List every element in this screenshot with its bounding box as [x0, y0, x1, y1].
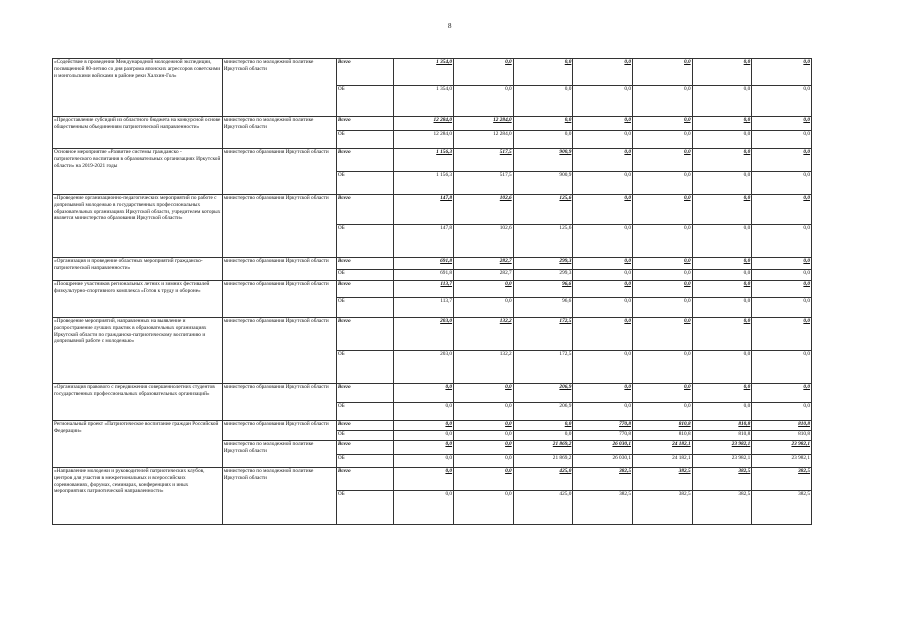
total-value-cell: 0,0: [394, 441, 454, 455]
executor-cell: министерство образования Иркутской области: [222, 384, 336, 421]
ob-value-cell: 23 982,1: [752, 455, 812, 468]
activity-name-cell: «Организация правового с передвижения совершеннолетних студентов государственных профессиональных образовательных организаций»: [53, 384, 223, 421]
executor-cell: министерство образования Иркутской области: [222, 258, 336, 281]
total-value-cell: 147,8: [394, 195, 454, 225]
source-ob-label: ОБ: [336, 403, 394, 421]
ob-value-cell: 0,0: [513, 431, 573, 441]
ob-value-cell: 382,5: [632, 491, 692, 525]
ob-value-cell: 0,0: [752, 225, 812, 258]
table-row: [53, 59, 812, 86]
ob-value-cell: 21 869,2: [513, 455, 573, 468]
total-value-cell: 0,0: [692, 258, 752, 270]
ob-value-cell: 0,0: [632, 86, 692, 117]
budget-table-body: [53, 59, 812, 525]
source-total-label: Всего: [336, 281, 394, 298]
total-value-cell: 21 869,2: [513, 441, 573, 455]
ob-value-cell: 0,0: [573, 131, 633, 149]
total-value-cell: 0,0: [692, 195, 752, 225]
ob-value-cell: 0,0: [454, 298, 514, 318]
total-value-cell: 0,0: [573, 384, 633, 403]
ob-value-cell: 0,0: [573, 172, 633, 195]
executor-cell: министерство образования Иркутской области: [222, 318, 336, 384]
total-value-cell: 299,3: [513, 258, 573, 270]
ob-value-cell: 0,0: [752, 351, 812, 384]
total-value-cell: 0,0: [692, 281, 752, 298]
total-value-cell: 0,0: [573, 117, 633, 131]
executor-cell: министерство по молодежной политике Иркутской области: [222, 117, 336, 149]
table-row: [53, 195, 812, 225]
ob-value-cell: 0,0: [752, 298, 812, 318]
total-value-cell: 0,0: [692, 117, 752, 131]
source-total-label: Всего: [336, 195, 394, 225]
total-value-cell: 23 982,1: [752, 441, 812, 455]
total-value-cell: 203,0: [394, 318, 454, 351]
ob-value-cell: 0,0: [573, 86, 633, 117]
executor-cell: министерство по молодежной политике Иркутской области: [222, 468, 336, 525]
ob-value-cell: 0,0: [632, 131, 692, 149]
total-value-cell: 0,0: [632, 281, 692, 298]
table-row: [53, 258, 812, 270]
table-row: [53, 384, 812, 403]
ob-value-cell: 0,0: [632, 270, 692, 281]
ob-value-cell: 203,0: [394, 351, 454, 384]
source-ob-label: ОБ: [336, 298, 394, 318]
total-value-cell: 132,2: [454, 318, 514, 351]
ob-value-cell: 172,5: [513, 351, 573, 384]
total-value-cell: 0,0: [752, 384, 812, 403]
executor-cell: министерство образования Иркутской области: [222, 281, 336, 318]
source-ob-label: ОБ: [336, 270, 394, 281]
total-value-cell: 1 156,3: [394, 149, 454, 172]
activity-name-cell: «Направление молодежи и руководителей патриотических клубов, центров для участия в межрегиональных и всероссийских соревнованиях, форумах, семинарах, конференциях и иных мероприятиях патриотической направленности»: [53, 468, 223, 525]
source-ob-label: ОБ: [336, 491, 394, 525]
ob-value-cell: 0,0: [394, 455, 454, 468]
ob-value-cell: 26 030,1: [573, 455, 633, 468]
ob-value-cell: 425,0: [513, 491, 573, 525]
total-value-cell: 691,8: [394, 258, 454, 270]
total-value-cell: 0,0: [454, 59, 514, 86]
ob-value-cell: 382,5: [692, 491, 752, 525]
total-value-cell: 0,0: [692, 59, 752, 86]
total-value-cell: 0,0: [573, 258, 633, 270]
ob-value-cell: 12 284,0: [394, 131, 454, 149]
ob-value-cell: 0,0: [573, 403, 633, 421]
total-value-cell: 1 354,0: [394, 59, 454, 86]
ob-value-cell: 810,8: [632, 431, 692, 441]
total-value-cell: 282,7: [454, 258, 514, 270]
table-row: [53, 117, 812, 131]
executor-cell: министерство образования Иркутской области: [222, 421, 336, 441]
source-total-label: Всего: [336, 117, 394, 131]
total-value-cell: 0,0: [573, 195, 633, 225]
executor-cell: министерство по молодежной политике Иркутской области: [222, 441, 336, 468]
total-value-cell: 12 284,0: [394, 117, 454, 131]
ob-value-cell: 0,0: [752, 270, 812, 281]
activity-name-cell: Региональный проект «Патриотическое воспитание граждан Российской Федерации»: [53, 421, 223, 468]
total-value-cell: 382,5: [632, 468, 692, 491]
ob-value-cell: 0,0: [752, 403, 812, 421]
total-value-cell: 102,6: [454, 195, 514, 225]
ob-value-cell: 0,0: [454, 403, 514, 421]
total-value-cell: 0,0: [632, 384, 692, 403]
source-ob-label: ОБ: [336, 455, 394, 468]
total-value-cell: 125,6: [513, 195, 573, 225]
executor-cell: министерство по молодежной политике Иркутской области: [222, 59, 336, 117]
ob-value-cell: 1 354,0: [394, 86, 454, 117]
activity-name-cell: «Поощрение участников региональных летних и зимних фестивалей физкультурно-спортивного комплекса «Готов к труду и обороне»: [53, 281, 223, 318]
ob-value-cell: 147,8: [394, 225, 454, 258]
ob-value-cell: 0,0: [632, 403, 692, 421]
total-value-cell: 0,0: [632, 59, 692, 86]
ob-value-cell: 0,0: [454, 455, 514, 468]
total-value-cell: 0,0: [692, 149, 752, 172]
ob-value-cell: 900,9: [513, 172, 573, 195]
source-total-label: Всего: [336, 149, 394, 172]
ob-value-cell: 0,0: [573, 298, 633, 318]
total-value-cell: 425,0: [513, 468, 573, 491]
activity-name-cell: «Проведение организационно-педагогических мероприятий по работе с допризывной молодежью в государственных профессиональных образовательных организациях Иркутской области, учредителем которых является министерство образования Иркутской области»: [53, 195, 223, 258]
total-value-cell: 0,0: [632, 318, 692, 351]
total-value-cell: 0,0: [752, 149, 812, 172]
ob-value-cell: 517,5: [454, 172, 514, 195]
activity-name-cell: «Организация и проведение областных мероприятий гражданско-патриотической направленности»: [53, 258, 223, 281]
ob-value-cell: 0,0: [454, 431, 514, 441]
total-value-cell: 810,8: [692, 421, 752, 431]
total-value-cell: 12 284,0: [454, 117, 514, 131]
total-value-cell: 382,5: [573, 468, 633, 491]
total-value-cell: 0,0: [752, 195, 812, 225]
ob-value-cell: 0,0: [692, 298, 752, 318]
page-number: 8: [448, 22, 452, 30]
total-value-cell: 0,0: [454, 281, 514, 298]
source-total-label: Всего: [336, 441, 394, 455]
total-value-cell: 0,0: [632, 195, 692, 225]
total-value-cell: 24 182,1: [632, 441, 692, 455]
ob-value-cell: 0,0: [692, 225, 752, 258]
ob-value-cell: 1 156,3: [394, 172, 454, 195]
total-value-cell: 517,5: [454, 149, 514, 172]
activity-name-cell: Основное мероприятие «Развитие системы гражданско - патриотического воспитания в образовательных организациях Иркутской области» на 2019-2021 годы: [53, 149, 223, 195]
ob-value-cell: 0,0: [752, 172, 812, 195]
total-value-cell: 0,0: [692, 318, 752, 351]
total-value-cell: 810,8: [632, 421, 692, 431]
source-total-label: Всего: [336, 468, 394, 491]
total-value-cell: 382,5: [752, 468, 812, 491]
total-value-cell: 0,0: [752, 281, 812, 298]
total-value-cell: 0,0: [632, 117, 692, 131]
total-value-cell: 0,0: [573, 59, 633, 86]
ob-value-cell: 0,0: [632, 298, 692, 318]
ob-value-cell: 0,0: [394, 431, 454, 441]
ob-value-cell: 770,8: [573, 431, 633, 441]
total-value-cell: 0,0: [752, 318, 812, 351]
total-value-cell: 96,6: [513, 281, 573, 298]
ob-value-cell: 0,0: [513, 131, 573, 149]
total-value-cell: 206,9: [513, 384, 573, 403]
total-value-cell: 0,0: [752, 59, 812, 86]
total-value-cell: 0,0: [632, 258, 692, 270]
total-value-cell: 0,0: [394, 384, 454, 403]
total-value-cell: 0,0: [573, 281, 633, 298]
ob-value-cell: 0,0: [752, 86, 812, 117]
total-value-cell: 0,0: [752, 258, 812, 270]
ob-value-cell: 382,5: [752, 491, 812, 525]
budget-table: [52, 58, 812, 525]
ob-value-cell: 0,0: [692, 270, 752, 281]
total-value-cell: 0,0: [454, 441, 514, 455]
source-total-label: Всего: [336, 421, 394, 431]
ob-value-cell: 0,0: [573, 225, 633, 258]
activity-name-cell: «Предоставление субсидий из областного бюджета на конкурсной основе общественным объединениям патриотической направленности»: [53, 117, 223, 149]
executor-cell: министерство образования Иркутской области: [222, 195, 336, 258]
ob-value-cell: 206,9: [513, 403, 573, 421]
source-ob-label: ОБ: [336, 172, 394, 195]
total-value-cell: 0,0: [394, 468, 454, 491]
source-ob-label: ОБ: [336, 351, 394, 384]
source-ob-label: ОБ: [336, 86, 394, 117]
ob-value-cell: 0,0: [692, 403, 752, 421]
ob-value-cell: 810,8: [752, 431, 812, 441]
ob-value-cell: 0,0: [692, 131, 752, 149]
total-value-cell: 0,0: [394, 421, 454, 431]
total-value-cell: 0,0: [632, 149, 692, 172]
ob-value-cell: 0,0: [632, 351, 692, 384]
ob-value-cell: 0,0: [632, 172, 692, 195]
total-value-cell: 0,0: [454, 421, 514, 431]
source-ob-label: ОБ: [336, 225, 394, 258]
ob-value-cell: 0,0: [692, 351, 752, 384]
activity-name-cell: «Проведение мероприятий, направленных на выявление и распространение лучших практик в образовательных организациях Иркутской области по гражданско-патриотическому воспитанию и допризывной работе с молодежью»: [53, 318, 223, 384]
table-row: [53, 281, 812, 298]
ob-value-cell: 691,8: [394, 270, 454, 281]
ob-value-cell: 0,0: [454, 491, 514, 525]
ob-value-cell: 0,0: [454, 86, 514, 117]
total-value-cell: 0,0: [692, 384, 752, 403]
total-value-cell: 810,8: [752, 421, 812, 431]
total-value-cell: 0,0: [513, 59, 573, 86]
ob-value-cell: 125,6: [513, 225, 573, 258]
total-value-cell: 26 030,1: [573, 441, 633, 455]
total-value-cell: 0,0: [454, 468, 514, 491]
total-value-cell: 0,0: [513, 117, 573, 131]
ob-value-cell: 0,0: [692, 86, 752, 117]
total-value-cell: 172,5: [513, 318, 573, 351]
ob-value-cell: 24 182,1: [632, 455, 692, 468]
ob-value-cell: 0,0: [573, 351, 633, 384]
source-ob-label: ОБ: [336, 131, 394, 149]
source-total-label: Всего: [336, 59, 394, 86]
total-value-cell: 113,7: [394, 281, 454, 298]
total-value-cell: 0,0: [573, 318, 633, 351]
ob-value-cell: 0,0: [513, 86, 573, 117]
source-total-label: Всего: [336, 258, 394, 270]
table-row: [53, 149, 812, 172]
ob-value-cell: 113,7: [394, 298, 454, 318]
total-value-cell: 0,0: [752, 117, 812, 131]
ob-value-cell: 0,0: [394, 403, 454, 421]
ob-value-cell: 12 284,0: [454, 131, 514, 149]
table-row: [53, 421, 812, 431]
total-value-cell: 900,9: [513, 149, 573, 172]
table-row: [53, 468, 812, 491]
source-total-label: Всего: [336, 318, 394, 351]
ob-value-cell: 382,5: [573, 491, 633, 525]
total-value-cell: 0,0: [573, 149, 633, 172]
ob-value-cell: 102,6: [454, 225, 514, 258]
activity-name-cell: «Содействие в проведении Международной молодежной экспедиции, посвященной 80-летию со дня разгрома японских агрессоров советскими и монгольскими войсками в районе реки Халхин-Гол»: [53, 59, 223, 117]
ob-value-cell: 0,0: [394, 491, 454, 525]
source-ob-label: ОБ: [336, 431, 394, 441]
total-value-cell: 23 982,1: [692, 441, 752, 455]
ob-value-cell: 282,7: [454, 270, 514, 281]
ob-value-cell: 0,0: [752, 131, 812, 149]
ob-value-cell: 0,0: [692, 172, 752, 195]
total-value-cell: 0,0: [513, 421, 573, 431]
table-row: [53, 318, 812, 351]
ob-value-cell: 23 982,1: [692, 455, 752, 468]
ob-value-cell: 0,0: [632, 225, 692, 258]
ob-value-cell: 0,0: [573, 270, 633, 281]
ob-value-cell: 810,8: [692, 431, 752, 441]
total-value-cell: 770,8: [573, 421, 633, 431]
ob-value-cell: 132,2: [454, 351, 514, 384]
total-value-cell: 382,5: [692, 468, 752, 491]
source-total-label: Всего: [336, 384, 394, 403]
total-value-cell: 0,0: [454, 384, 514, 403]
ob-value-cell: 96,6: [513, 298, 573, 318]
ob-value-cell: 299,3: [513, 270, 573, 281]
executor-cell: министерство образования Иркутской области: [222, 149, 336, 195]
